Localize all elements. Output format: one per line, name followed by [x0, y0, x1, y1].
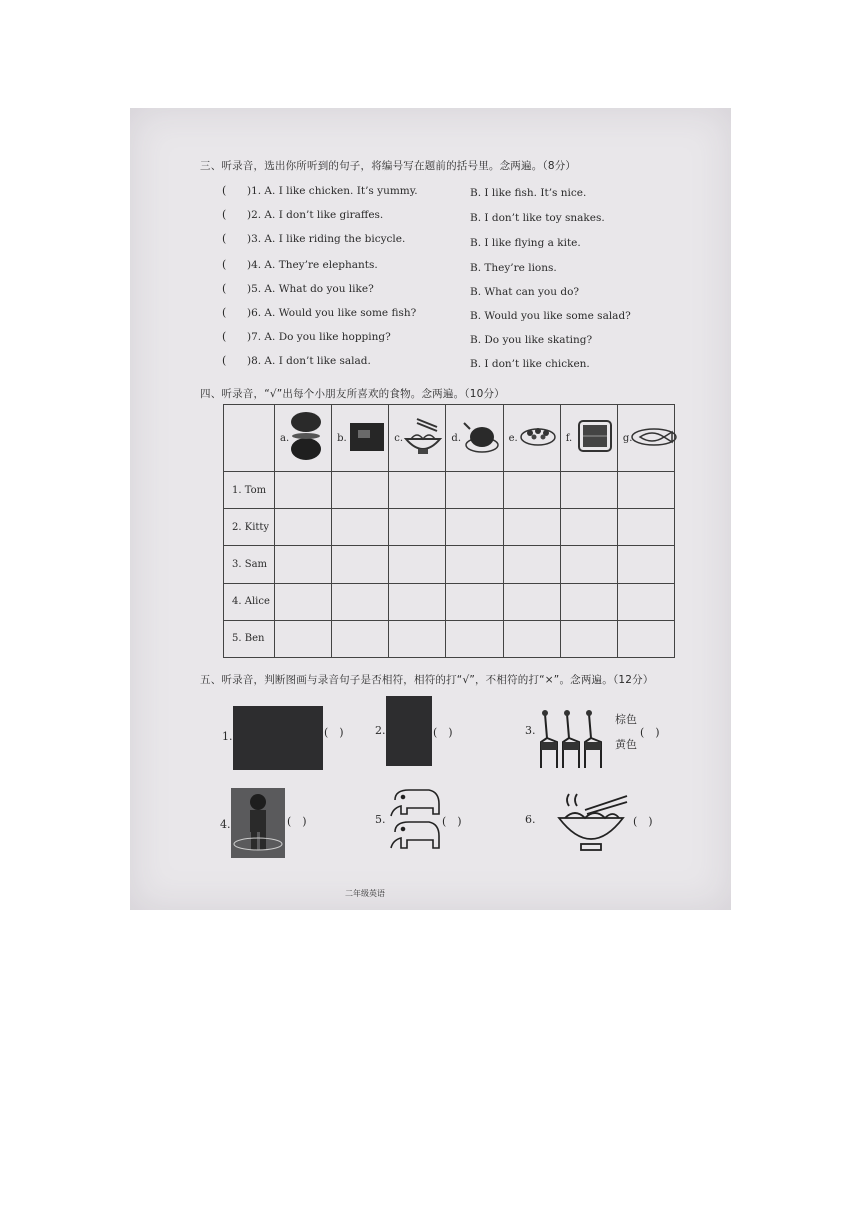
answer-cell[interactable]: [332, 620, 389, 657]
answer-cell[interactable]: [275, 620, 332, 657]
row-label: 3. Sam: [224, 546, 275, 583]
answer-cell[interactable]: [332, 583, 389, 620]
answer-cell[interactable]: [389, 583, 446, 620]
answer-paren-4[interactable]: ( ): [287, 815, 307, 828]
child-icon: [231, 788, 285, 858]
picture-2-number: 2.: [375, 724, 386, 737]
answer-cell[interactable]: [503, 509, 560, 546]
question-2-option-b: B. I don’t like toy snakes.: [470, 212, 605, 224]
answer-cell[interactable]: [617, 472, 674, 509]
table-row: [224, 583, 675, 620]
table-row: [224, 620, 675, 657]
giraffes-icon: [535, 708, 615, 770]
bread-icon: [348, 419, 388, 455]
question-8-option-b: B. I don’t like chicken.: [470, 358, 590, 370]
answer-cell[interactable]: [446, 546, 503, 583]
answer-paren-1[interactable]: ( ): [324, 726, 344, 739]
table-row: [224, 472, 675, 509]
answer-cell[interactable]: [560, 509, 617, 546]
answer-cell[interactable]: [389, 472, 446, 509]
answer-cell[interactable]: [275, 546, 332, 583]
answer-cell[interactable]: [389, 509, 446, 546]
section-5-heading: 五、听录音，判断图画与录音句子是否相符，相符的打“√”，不相符的打“×”。念两遍。（12分）: [200, 674, 654, 686]
table-header-row: [224, 405, 675, 472]
food-column-g: g.: [617, 405, 674, 472]
roast-chicken-icon: [460, 415, 500, 459]
question-4: ( )4. A. They’re elephants.: [222, 258, 378, 271]
row-label: 4. Alice: [224, 583, 275, 620]
answer-paren-2[interactable]: ( ): [433, 726, 453, 739]
lunchbox-icon: [575, 415, 617, 457]
food-column-e: e.: [503, 405, 560, 472]
picture-1-photo: [233, 706, 323, 770]
color-label-brown: 棕色: [615, 713, 637, 726]
answer-cell[interactable]: [332, 509, 389, 546]
picture-2-photo: [386, 696, 432, 766]
answer-cell[interactable]: [389, 620, 446, 657]
question-7-option-b: B. Do you like skating?: [470, 334, 593, 346]
answer-cell[interactable]: [617, 509, 674, 546]
answer-cell[interactable]: [560, 583, 617, 620]
color-label-yellow: 黄色: [615, 738, 637, 751]
food-column-f: f.: [560, 405, 617, 472]
question-4-option-b: B. They’re lions.: [470, 262, 557, 274]
answer-paren-6[interactable]: ( ): [633, 815, 653, 828]
question-8: ( )8. A. I don’t like salad.: [222, 354, 371, 367]
question-1-option-b: B. I like fish. It’s nice.: [470, 187, 587, 199]
elephants-icon: [385, 788, 445, 854]
exam-page: [130, 108, 731, 910]
answer-cell[interactable]: [617, 546, 674, 583]
food-preference-table: [223, 404, 675, 658]
answer-cell[interactable]: [503, 472, 560, 509]
question-7: ( )7. A. Do you like hopping?: [222, 330, 391, 343]
answer-paren-3[interactable]: ( ): [640, 726, 660, 739]
food-column-c: c.: [389, 405, 446, 472]
answer-cell[interactable]: [332, 546, 389, 583]
answer-cell[interactable]: [275, 472, 332, 509]
answer-cell[interactable]: [332, 472, 389, 509]
table-row: [224, 546, 675, 583]
answer-cell[interactable]: [617, 620, 674, 657]
answer-cell[interactable]: [446, 472, 503, 509]
picture-5-number: 5.: [375, 813, 386, 826]
picture-4-photo: [231, 788, 285, 858]
picture-4-number: 4.: [220, 818, 231, 831]
row-label: 1. Tom: [224, 472, 275, 509]
picture-3-number: 3.: [525, 724, 536, 737]
answer-paren-5[interactable]: ( ): [442, 815, 462, 828]
noodle-bowl-icon: [555, 790, 630, 856]
salad-plate-icon: [518, 421, 558, 451]
answer-cell[interactable]: [446, 509, 503, 546]
picture-6-number: 6.: [525, 813, 536, 826]
answer-cell[interactable]: [503, 620, 560, 657]
answer-cell[interactable]: [275, 583, 332, 620]
question-3: ( )3. A. I like riding the bicycle.: [222, 232, 406, 245]
row-label: 2. Kitty: [224, 509, 275, 546]
answer-cell[interactable]: [560, 472, 617, 509]
corner-cell: [224, 405, 275, 472]
question-5: ( )5. A. What do you like?: [222, 282, 374, 295]
answer-cell[interactable]: [446, 583, 503, 620]
burger-icon: [289, 409, 323, 465]
section-3-heading: 三、听录音，选出你所听到的句子，将编号写在题前的括号里。念两遍。（8分）: [200, 160, 577, 172]
answer-cell[interactable]: [560, 620, 617, 657]
answer-cell[interactable]: [560, 546, 617, 583]
row-label: 5. Ben: [224, 620, 275, 657]
food-column-d: d.: [446, 405, 503, 472]
question-6: ( )6. A. Would you like some fish?: [222, 306, 417, 319]
picture-1-number: 1.: [222, 730, 233, 743]
answer-cell[interactable]: [446, 620, 503, 657]
answer-cell[interactable]: [617, 583, 674, 620]
food-column-a: a.: [275, 405, 332, 472]
answer-cell[interactable]: [275, 509, 332, 546]
question-5-option-b: B. What can you do?: [470, 286, 580, 298]
fish-plate-icon: [630, 425, 678, 449]
answer-cell[interactable]: [503, 546, 560, 583]
noodle-bowl-icon: [403, 413, 443, 461]
table-row: [224, 509, 675, 546]
page-footer: 二年级英语: [345, 889, 385, 898]
question-6-option-b: B. Would you like some salad?: [470, 310, 631, 322]
question-2: ( )2. A. I don’t like giraffes.: [222, 208, 384, 221]
answer-cell[interactable]: [389, 546, 446, 583]
food-column-b: b.: [332, 405, 389, 472]
question-1: ( )1. A. I like chicken. It’s yummy.: [222, 184, 418, 197]
answer-cell[interactable]: [503, 583, 560, 620]
section-4-heading: 四、听录音，“√”出每个小朋友所喜欢的食物。念两遍。（10分）: [200, 388, 505, 400]
question-3-option-b: B. I like flying a kite.: [470, 237, 581, 249]
